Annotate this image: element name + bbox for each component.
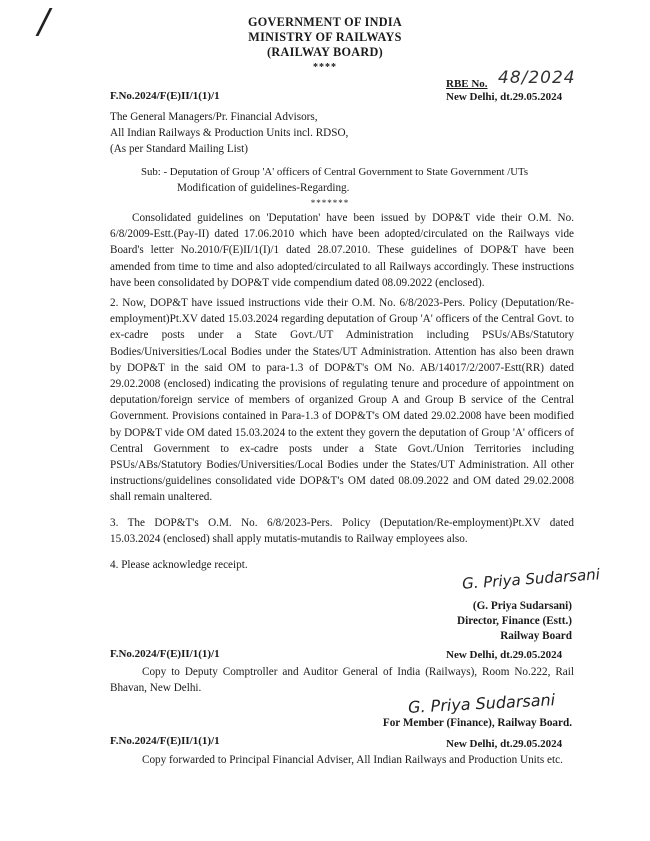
rbe-number-handwritten: 48/2024 [498,68,576,88]
addressee-line-1: The General Managers/Pr. Financial Advisors, [110,111,318,123]
signature-1-handwritten: G. Priya Sudarsani [461,565,601,593]
copy-2-date: New Delhi, dt.29.05.2024 [446,738,563,750]
subject-dots: ******* [310,198,350,208]
paragraph-2: 2. Now, DOP&T have issued instructions vide their O.M. No. 6/8/2023-Pers. Policy (Deputation/Re-employment)Pt.XV dated 15.03.2024 regarding deputation of Group 'A' officers of the Central Govt. to ex-cadre posts under a State Govt./UT Administration including PSUs/ABs/Statutory Bodies/Universities/Local Bodies under the States/UT Administration. Attention has also been drawn by DOP&T in the said OM to para-1.3 of DOP&T's OM No. AB/14017/2/2007-Estt(RR) dated 29.02.2008 (enclosed) indicating the provisions of regulating tenure and procedure of appointment on deputation/foreign service of members of organized Group A and Group B service of the Central Government. Provisions contained in Para-1.3 of DOP&T's OM dated 29.02.2008 have been modified by DOP&T vide OM dated 15.03.2024 to the extent they govern the deputation of Group 'A' officers of Central Government to ex-cadre posts under a State Govt./Union Territories including PSUs/ABs/Statutory Bodies/Universities/Local Bodies under the States/UT Administration. All other instructions/guidelines consolidated vide DOP&T's OM dated 08.09.2022 and OM dated 29.02.2008 shall remain unaltered. [110,297,574,504]
copy-1-text: Copy to Deputy Comptroller and Auditor General of India (Railways), Room No.222, Rail Bhavan, New Delhi. [110,666,574,695]
addressee-line-2: All Indian Railways & Production Units incl. RDSO, [110,127,349,139]
file-number: F.No.2024/F(E)II/1(1)/1 [110,90,220,102]
addressee-line-3: (As per Standard Mailing List) [110,143,248,155]
paragraph-4: 4. Please acknowledge receipt. [110,559,248,571]
header-board: (RAILWAY BOARD) [267,45,383,59]
copy-2-file-number: F.No.2024/F(E)II/1(1)/1 [110,735,220,747]
signatory-office: Railway Board [500,630,572,642]
for-member-finance: For Member (Finance), Railway Board. [382,717,572,729]
letter-date: New Delhi, dt.29.05.2024 [446,91,563,103]
paragraph-1: Consolidated guidelines on 'Deputation' have been issued by DOP&T vide their O.M. No. 6/8/2009-Estt.(Pay-II) dated 17.06.2010 which have been adopted/circulated on the Railways vide Board's letter No.2010/F(E)II/1(I)/1 dated 28.07.2010. These guidelines of DOP&T have been amended from time to time and also adopted/circulated to all Railways accordingly. These instructions have been consolidated by DOP&T vide compendium dated 08.09.2022 (enclosed). [110,212,574,289]
header-stars: **** [313,62,337,73]
copy-1-date: New Delhi, dt.29.05.2024 [446,649,563,661]
paragraph-3: 3. The DOP&T's O.M. No. 6/8/2023-Pers. Policy (Deputation/Re-employment)Pt.XV dated 15.03.2024 (enclosed) shall apply mutatis-mutandis to Railway employees also. [110,517,574,546]
copy-2-text: Copy forwarded to Principal Financial Adviser, All Indian Railways and Production Units etc. [142,754,563,766]
signatory-name: (G. Priya Sudarsani) [472,600,572,612]
copy-1-file-number: F.No.2024/F(E)II/1(1)/1 [110,648,220,660]
margin-mark: / [38,2,50,42]
signature-2-handwritten: G. Priya Sudarsani [407,690,556,717]
subject-line-2: Modification of guidelines-Regarding. [177,182,350,194]
header-government: GOVERNMENT OF INDIA [248,15,402,29]
header-ministry: MINISTRY OF RAILWAYS [248,30,402,44]
signatory-designation: Director, Finance (Estt.) [457,615,572,627]
rbe-label: RBE No. [446,78,488,90]
subject-line-1: Sub: - Deputation of Group 'A' officers of Central Government to State Government /UTs [141,166,529,178]
